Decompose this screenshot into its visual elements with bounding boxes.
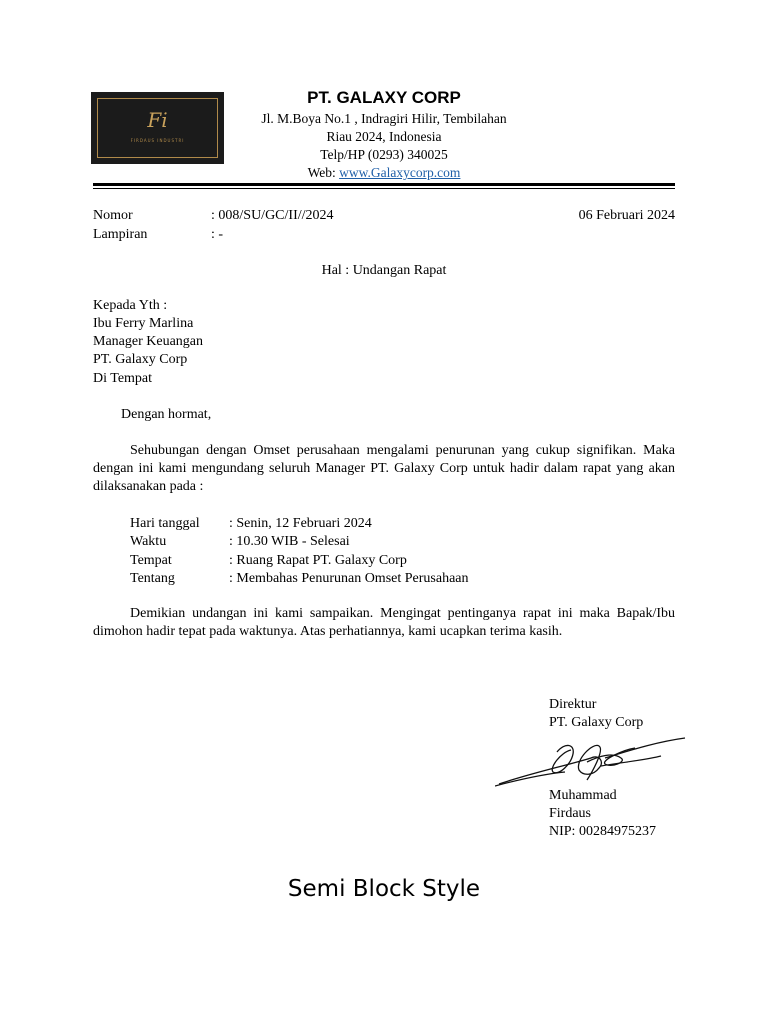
style-caption: Semi Block Style (287, 876, 481, 902)
company-address-2: Riau 2024, Indonesia (326, 129, 442, 144)
detail-value-place: : Ruang Rapat PT. Galaxy Corp (229, 553, 407, 568)
header-divider-thin (93, 188, 675, 189)
logo-mark: Fi (147, 108, 168, 132)
greeting: Dengan hormat, (121, 407, 212, 422)
recipient-line-5: Di Tempat (93, 371, 153, 386)
nomor-value: : 008/SU/GC/II//2024 (211, 208, 334, 223)
detail-label-topic: Tentang (130, 571, 175, 586)
header-divider-thick (93, 183, 675, 186)
company-address-1: Jl. M.Boya No.1 , Indragiri Hilir, Tembilahan (261, 111, 507, 126)
detail-value-date: : Senin, 12 Februari 2024 (229, 516, 372, 531)
lampiran-label: Lampiran (93, 227, 148, 242)
recipient-line-4: PT. Galaxy Corp (93, 352, 188, 367)
company-logo (91, 92, 224, 164)
company-web (240, 164, 528, 182)
signatory-nip: NIP: 00284975237 (549, 824, 656, 839)
logo-subtitle: FIRDAUS INDUSTRI (130, 138, 185, 143)
handwritten-signature (495, 732, 687, 788)
detail-label-place: Tempat (130, 553, 172, 568)
recipient-line-2: Ibu Ferry Marlina (93, 316, 194, 331)
recipient-line-1: Kepada Yth : (93, 298, 168, 313)
company-phone: Telp/HP (0293) 340025 (320, 147, 448, 162)
signatory-name-last: Firdaus (549, 806, 591, 821)
detail-label-date: Hari tanggal (130, 516, 200, 531)
company-name: PT. GALAXY CORP (307, 88, 461, 107)
letter-subject: Hal : Undangan Rapat (321, 263, 447, 278)
signatory-organization: PT. Galaxy Corp (549, 715, 644, 730)
detail-label-time: Waktu (130, 534, 167, 549)
letter-date: 06 Februari 2024 (578, 208, 675, 223)
company-website-link[interactable]: www.Galaxycorp.com (339, 165, 461, 180)
web-label: Web: (307, 165, 340, 180)
signatory-name-first: Muhammad (549, 788, 617, 803)
detail-value-topic: : Membahas Penurunan Omset Perusahaan (229, 571, 469, 586)
body-paragraph-1: Sehubungan dengan Omset perusahaan mengalami penurunan yang cukup signifikan. Maka dengan ini kami mengundang seluruh Manager PT. Galaxy Corp untuk hadir dalam rapat yang akan dilaksanakan pada : (93, 443, 675, 494)
signatory-title: Direktur (549, 697, 597, 712)
nomor-label: Nomor (93, 208, 133, 223)
body-paragraph-2: Demikian undangan ini kami sampaikan. Mengingat pentinganya rapat ini maka Bapak/Ibu dimohon hadir tepat pada waktunya. Atas perhatiannya, kami ucapkan terima kasih. (93, 606, 675, 639)
detail-value-time: : 10.30 WIB - Selesai (229, 534, 350, 549)
recipient-line-3: Manager Keuangan (93, 334, 204, 349)
lampiran-value: : - (211, 227, 224, 242)
